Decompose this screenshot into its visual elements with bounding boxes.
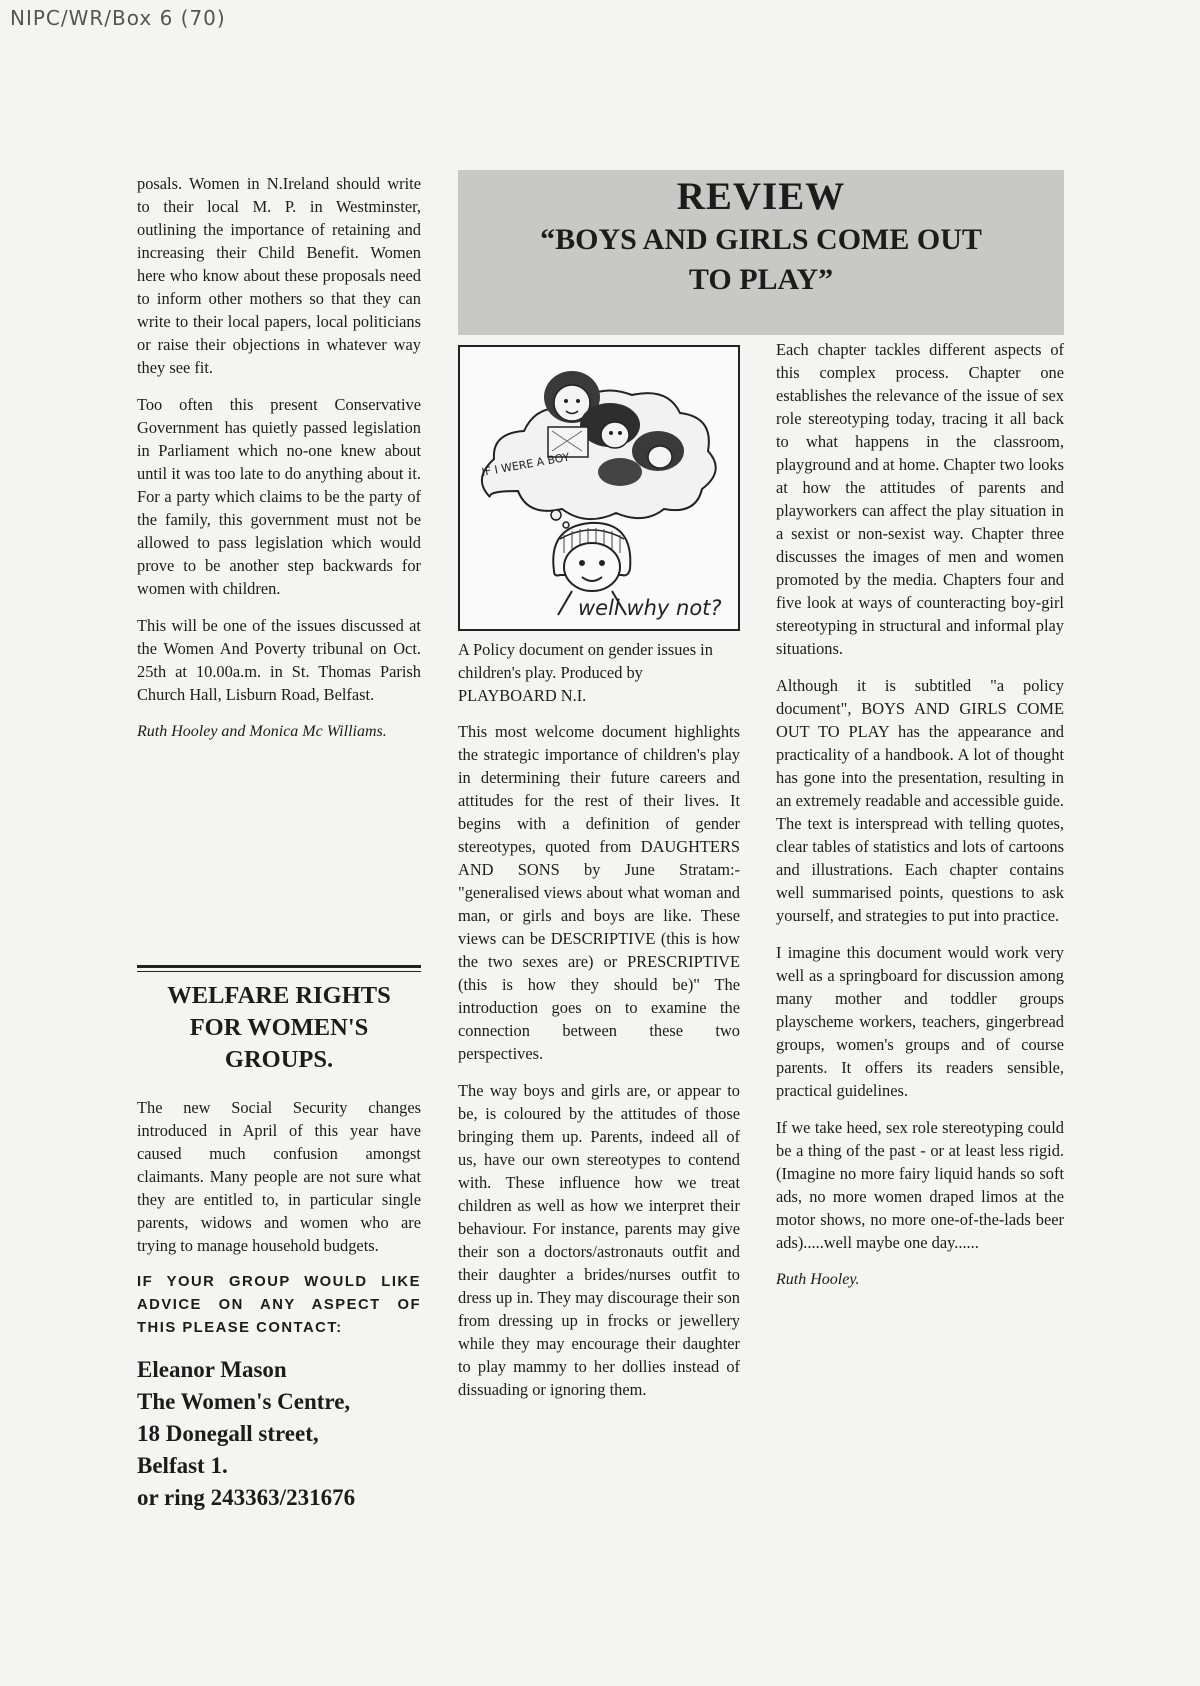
contact-line: Eleanor Mason bbox=[137, 1357, 287, 1382]
cartoon-caption: well why not? bbox=[578, 596, 722, 620]
welfare-heading bbox=[137, 980, 421, 1076]
left-paragraph: Too often this present Conservative Government has quietly passed legislation in Parliament which no-one knew about until it was too late to do anything about it. For a party which claims to be the party of the family, this government must not be allowed to pass legislation which would prove to be another step backwards for women with children. bbox=[137, 395, 421, 598]
cartoon-illustration bbox=[458, 345, 740, 631]
welfare-section bbox=[137, 1096, 421, 1514]
section-divider bbox=[137, 965, 421, 968]
middle-column bbox=[458, 720, 740, 1415]
contact-line: 18 Donegall street, bbox=[137, 1421, 319, 1446]
review-paragraph: Although it is subtitled "a policy document", BOYS AND GIRLS COME OUT TO PLAY has the appearance and practicality of a handbook. A lot of thought has gone into the presentation, resulting in an extremely readable and accessible guide. The text is interspread with telling quotes, clear tables of statistics and lots of cartoons and illustrations. Each chapter contains well summarised points, questions to ask yourself, and strategies to put into practice. bbox=[776, 676, 1064, 925]
contact-line: Belfast 1. bbox=[137, 1453, 228, 1478]
welfare-heading-line: FOR WOMEN'S bbox=[189, 1014, 369, 1041]
review-subtitle-line: “BOYS AND GIRLS COME OUT bbox=[540, 223, 982, 256]
review-paragraph: This most welcome document highlights the strategic importance of children's play in determining their future careers and attitudes for the rest of their lives. It begins with a definition of gender stereotypes, quoted from DAUGHTERS AND SONS by June Stratam:- "generalised views about what woman and man, or girls and boys are like. These views can be DESCRIPTIVE (this is how the two sexes are) or PRESCRIPTIVE (this is how they should be)" The introduction goes on to examine the connection between these two perspectives. bbox=[458, 722, 740, 1063]
archive-reference: NIPC/WR/Box 6 (70) bbox=[10, 6, 226, 30]
caption-paragraph: A Policy document on gender issues in children's play. Produced by PLAYBOARD N.I. bbox=[458, 640, 713, 705]
review-paragraph: I imagine this document would work very well as a springboard for discussion among many mother and toddler groups playscheme workers, teachers, gingerbread groups, women's groups and of course parents. It offers its readers sensible, practical guidelines. bbox=[776, 943, 1064, 1100]
cartoon-bubble-text: IF I WERE A BOY bbox=[480, 450, 571, 479]
review-paragraph: Each chapter tackles different aspects of this complex process. Chapter one establishes the relevance of the issue of sex role stereotyping today, tracing it all back to what happens in the classroom, playground and at home. Chapter two looks at how the attitudes of parents and playworkers can affect the play situation in a sexist or non-sexist way. Chapter three discusses the images of men and women promoted by the media. Chapters four and five look at ways of counteracting boy-girl stereotyping in structural and informal play situations. bbox=[776, 340, 1064, 658]
welfare-heading-line: GROUPS. bbox=[224, 1046, 334, 1073]
review-paragraph: The way boys and girls are, or appear to be, is coloured by the attitudes of those bringing them up. Parents, indeed all of us, have our own stereotypes to contend with. These influence how we treat children as well as how we interpret their behaviour. For instance, parents may give their son a doctors/astronauts outfit and their daughter a brides/nurses outfit to dress up in. They may discourage their son from dressing up in frocks or jewellery while they may encourage their daughter to play mammy to her dollies instead of dissuading or ignoring them. bbox=[458, 1081, 740, 1399]
welfare-heading-line: WELFARE RIGHTS bbox=[167, 982, 391, 1009]
left-column bbox=[137, 172, 421, 757]
review-signature: Ruth Hooley. bbox=[776, 1271, 860, 1288]
left-signature: Ruth Hooley and Monica Mc Williams. bbox=[137, 723, 387, 740]
right-column bbox=[776, 338, 1064, 1305]
review-title: REVIEW bbox=[676, 175, 846, 218]
review-subtitle-line: TO PLAY” bbox=[688, 263, 834, 296]
welfare-paragraph: The new Social Security changes introduced in April of this year have caused much confusion amongst claimants. Many people are not sure what they are entitled to, in particular single parents, widows and women who are trying to manage household budgets. bbox=[137, 1098, 421, 1255]
contact-prompt: IF YOUR GROUP WOULD LIKE ADVICE ON ANY ASPECT OF THIS PLEASE CONTACT: bbox=[137, 1274, 421, 1336]
cartoon-caption-text bbox=[458, 638, 740, 721]
contact-line: The Women's Centre, bbox=[137, 1389, 351, 1414]
review-subtitle bbox=[458, 220, 1064, 300]
left-paragraph: This will be one of the issues discussed at the Women And Poverty tribunal on Oct. 25th at 10.00a.m. in St. Thomas Parish Church Hall, Lisburn Road, Belfast. bbox=[137, 616, 421, 704]
contact-line: or ring 243363/231676 bbox=[137, 1485, 356, 1510]
section-divider bbox=[137, 971, 421, 972]
review-header bbox=[458, 170, 1064, 335]
cartoon-drawing bbox=[460, 347, 738, 629]
left-paragraph: posals. Women in N.Ireland should write to their local M. P. in Westminster, outlining the importance of retaining and increasing their Child Benefit. Women here who know about these proposals need to inform other mothers so that they can write to their local papers, local politicians or raise their objections in whatever way they see fit. bbox=[137, 174, 421, 377]
review-paragraph: If we take heed, sex role stereotyping could be a thing of the past - or at least less rigid. (Imagine no more fairy liquid hands so soft ads, no more women draped limos at the motor shows, no more one-of-the-lads beer ads).....well maybe one day...... bbox=[776, 1118, 1064, 1252]
contact-details bbox=[137, 1354, 421, 1514]
